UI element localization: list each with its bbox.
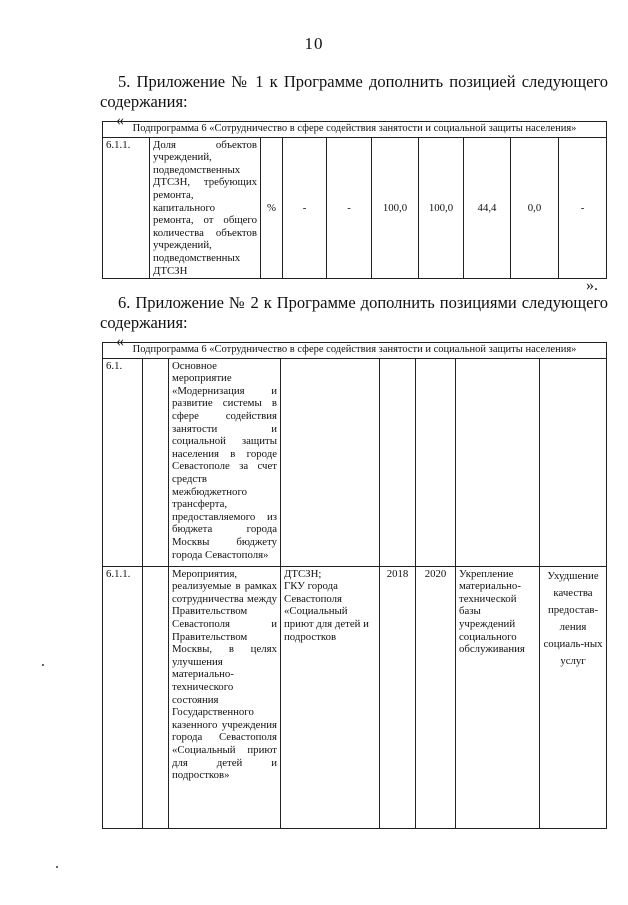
consequence-cell: [540, 358, 607, 566]
start-year: [380, 358, 416, 566]
empty-cell: [143, 358, 169, 566]
measure-name: Мероприятия, реализуемые в рамках сотрудничества между Правительством Севастополя и Правительством Москвы, в целях улучшения материально-технического состояния Государственного казенного учреждения города Севастополя «Социальный приют для детей и подростков»: [169, 566, 281, 828]
scan-speck: [56, 866, 58, 868]
section5-table: [102, 121, 607, 279]
section5-line1: 5. Приложение № 1 к Программе дополнить позицией следующего: [118, 72, 608, 91]
indicator-name: Доля объектов учреждений, подведомственных ДТСЗН, требующих ремонта, капитального ремонта, от общего количества объектов учреждений, подведомственных ДТСЗН: [150, 137, 261, 279]
consequence-cell: Ухудшение качества предостав-ления социаль-ных услуг: [540, 566, 607, 828]
row-number: 6.1.1.: [103, 566, 143, 828]
value-cell: -: [283, 137, 327, 279]
empty-cell: [143, 566, 169, 828]
measure-name: Основное мероприятие «Модернизация и развитие системы в сфере содействия занятости и социальной защиты населения в городе Севастополе за счет средств межбюджетного трансферта, предоставляемого из бюджета города Москвы бюджету города Севастополя»: [169, 358, 281, 566]
start-year: 2018: [380, 566, 416, 828]
subprogram-header: Подпрограмма 6 «Сотрудничество в сфере содействия занятости и социальной защиты населения»: [103, 343, 607, 359]
scan-speck: [42, 664, 44, 666]
row-number: 6.1.: [103, 358, 143, 566]
section6-line1: 6. Приложение № 2 к Программе дополнить позициями следующего: [118, 293, 608, 312]
value-cell: -: [327, 137, 372, 279]
unit-cell: %: [261, 137, 283, 279]
value-cell: 100,0: [419, 137, 464, 279]
expected-result: [456, 358, 540, 566]
page-number: 10: [304, 34, 324, 53]
value-cell: 0,0: [511, 137, 559, 279]
section6-table: [102, 342, 607, 829]
subprogram-header: Подпрограмма 6 «Сотрудничество в сфере содействия занятости и социальной защиты населения»: [103, 122, 607, 138]
value-cell: 100,0: [372, 137, 419, 279]
section5-line2: содержания:: [100, 92, 188, 111]
executor-cell: ДТСЗН; ГКУ города Севастополя «Социальный приют для детей и подростков: [281, 566, 380, 828]
end-year: [416, 358, 456, 566]
expected-result: Укрепление материально-технической базы учреждений социального обслуживания: [456, 566, 540, 828]
value-cell: 44,4: [464, 137, 511, 279]
end-year: 2020: [416, 566, 456, 828]
value-cell: -: [559, 137, 607, 279]
section5-close-quote: ».: [586, 277, 598, 294]
executor-cell: [281, 358, 380, 566]
section5-open-quote: «: [116, 112, 124, 129]
row-number: 6.1.1.: [103, 137, 150, 279]
section6-line2: содержания:: [100, 313, 188, 332]
section6-open-quote: «: [116, 333, 124, 350]
